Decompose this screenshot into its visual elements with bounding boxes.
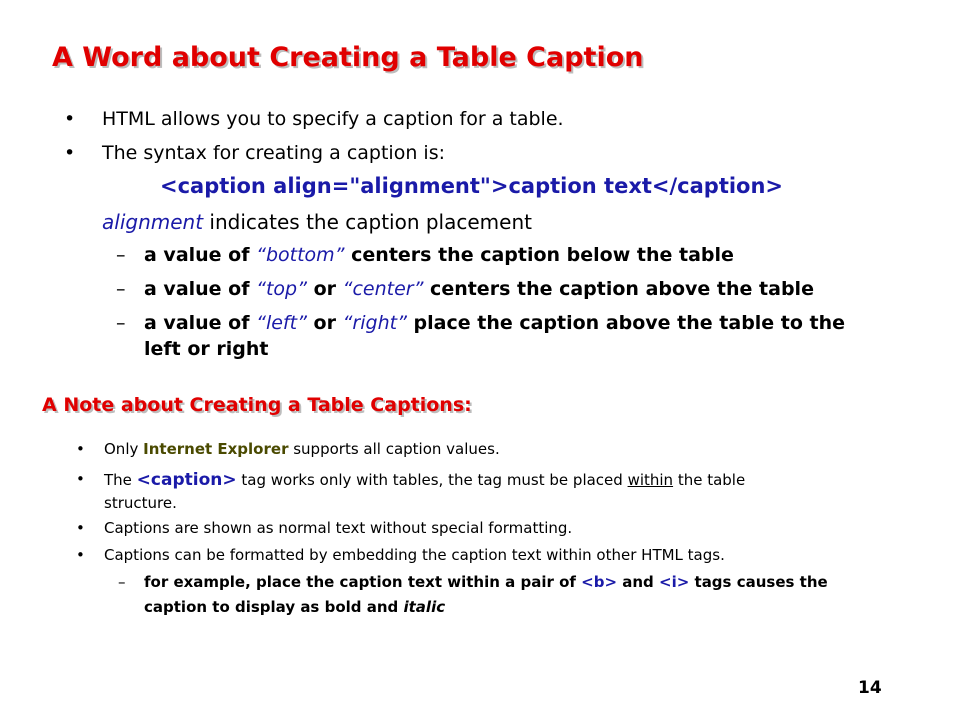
bullet-text: The syntax for creating a caption is: <box>102 142 445 164</box>
note-item <box>76 440 500 458</box>
alignment-term: alignment <box>102 210 204 234</box>
bullet-item <box>64 108 564 130</box>
note-text: tags causes the <box>689 573 828 591</box>
dash-marker: – <box>116 244 126 266</box>
note-sub-item <box>118 573 828 591</box>
note-text: for example, place the caption text within a pair of <box>144 573 582 591</box>
bullet-dot: • <box>76 440 85 458</box>
note-item <box>76 546 725 564</box>
sub-item-continuation: left or right <box>144 338 269 360</box>
sub-item-text: place the caption above the table to the <box>406 312 846 334</box>
sub-item-top-center <box>116 278 814 300</box>
sub-item-left-right <box>116 312 846 334</box>
bullet-dot: • <box>76 546 85 564</box>
note-text: Only <box>104 440 144 458</box>
quoted-value: “right” <box>342 312 407 334</box>
b-tag: <b> <box>581 573 618 591</box>
caption-tag: <caption> <box>136 470 237 490</box>
note-continuation: structure. <box>104 494 177 512</box>
note-item <box>76 519 573 537</box>
alignment-description: indicates the caption placement <box>203 210 532 234</box>
note-text: Captions can be formatted by embedding the caption text within other HTML tags. <box>104 546 725 564</box>
note-item <box>76 470 746 490</box>
sub-item-text: centers the caption above the table <box>423 278 814 300</box>
note-text: caption to display as bold and <box>144 598 404 616</box>
note-text: the table <box>673 471 746 489</box>
note-title: A Note about Creating a Table Captions: <box>42 394 472 416</box>
sub-item-text: or <box>306 312 343 334</box>
note-text: Captions are shown as normal text without special formatting. <box>104 519 573 537</box>
dash-marker: – <box>116 278 126 300</box>
page-number: 14 <box>858 678 882 698</box>
bullet-dot: • <box>64 142 76 164</box>
quoted-value: “center” <box>342 278 424 300</box>
sub-item-text: a value of <box>144 312 257 334</box>
dash-marker: – <box>118 573 126 591</box>
alignment-line <box>102 210 532 234</box>
slide-title: A Word about Creating a Table Caption <box>52 42 644 73</box>
note-text: and <box>617 573 660 591</box>
underlined-text: within <box>627 471 674 489</box>
note-text: The <box>104 471 137 489</box>
bullet-item <box>64 142 445 164</box>
bullet-dot: • <box>64 108 76 130</box>
note-text: tag works only with tables, the tag must be placed <box>236 471 628 489</box>
sub-item-bottom <box>116 244 734 266</box>
italic-word: italic <box>403 598 446 616</box>
bullet-dot: • <box>76 470 85 488</box>
dash-marker: – <box>116 312 126 334</box>
quoted-value: “bottom” <box>256 244 345 266</box>
sub-item-text: a value of <box>144 244 257 266</box>
quoted-value: “left” <box>256 312 307 334</box>
highlight-text: Internet Explorer <box>143 440 289 458</box>
sub-item-text: a value of <box>144 278 257 300</box>
syntax-code-line: <caption align="alignment">caption text</caption> <box>160 174 784 198</box>
quoted-value: “top” <box>256 278 307 300</box>
i-tag: <i> <box>659 573 690 591</box>
note-text: supports all caption values. <box>288 440 500 458</box>
bullet-text: HTML allows you to specify a caption for a table. <box>102 108 564 130</box>
sub-item-text: or <box>306 278 343 300</box>
note-sub-continuation <box>144 598 445 616</box>
bullet-dot: • <box>76 519 85 537</box>
sub-item-text: centers the caption below the table <box>344 244 734 266</box>
